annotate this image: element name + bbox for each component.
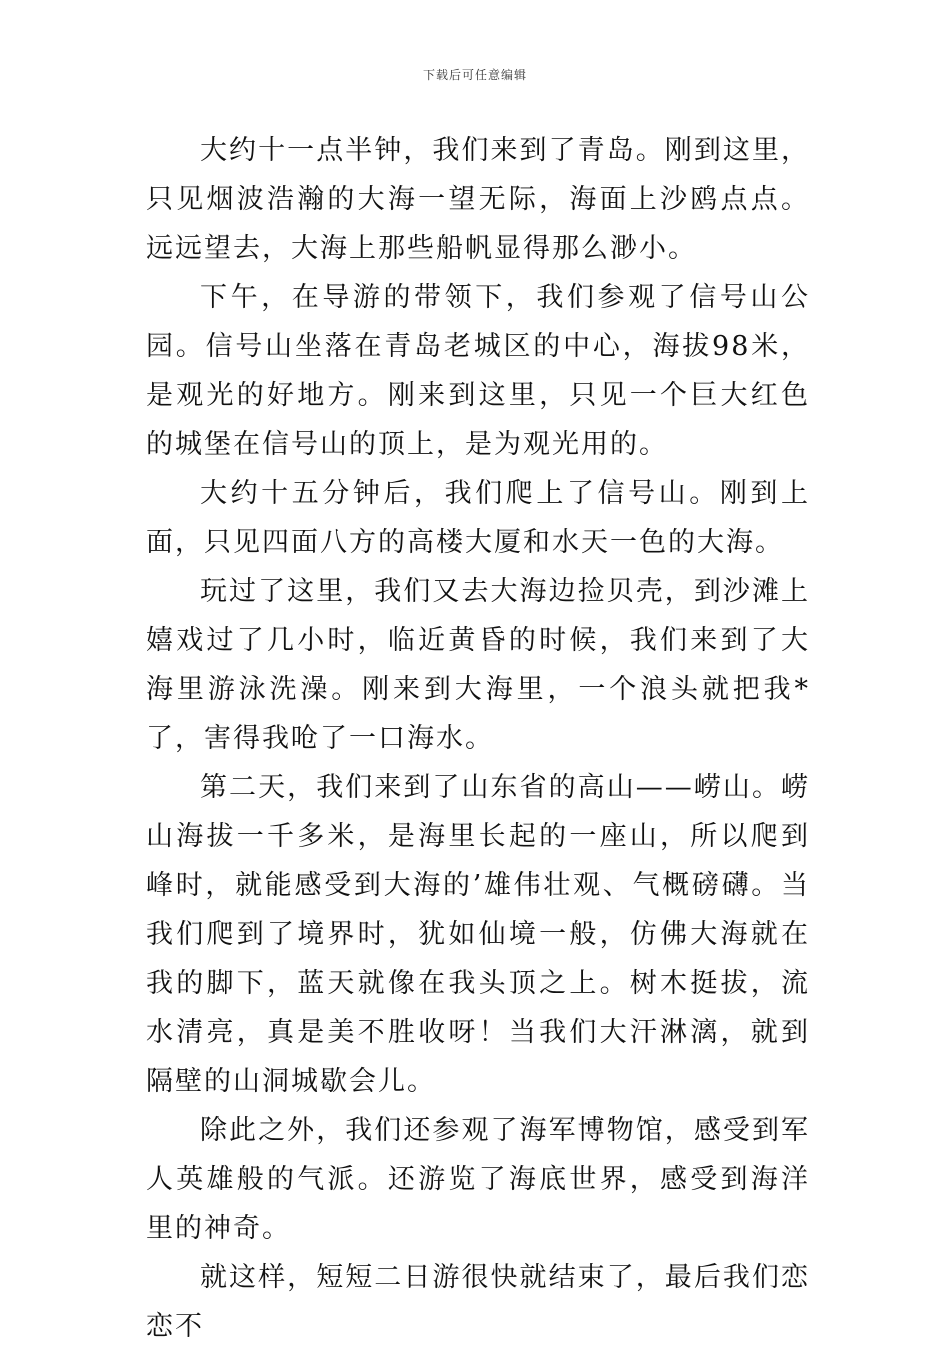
paragraph-1: 大约十一点半钟，我们来到了青岛。刚到这里，只见烟波浩瀚的大海一望无际，海面上沙鸥点点。远远望去，大海上那些船帆显得那么渺小。 [146,135,810,264]
paragraph-5: 第二天，我们来到了山东省的高山——崂山。崂山海拔一千多米，是海里长起的一座山，所以爬到峰时，就能感受到大海的’雄伟壮观、气概磅礴。当我们爬到了境界时，犹如仙境一般，仿佛大海就在我的脚下，蓝天就像在我头顶之上。树木挺拔，流水清亮，真是美不胜收呀！当我们大汗淋漓，就到隔壁的山洞城歇会儿。 [146,772,810,1097]
header-note: 下载后可任意编辑 [422,68,527,82]
paragraph-2: 下午，在导游的带领下，我们参观了信号山公园。信号山坐落在青岛老城区的中心，海拔98米，是观光的好地方。刚来到这里，只见一个巨大红色的城堡在信号山的顶上，是为观光用的。 [146,282,810,460]
paragraph-4: 玩过了这里，我们又去大海边捡贝壳，到沙滩上嬉戏过了几小时，临近黄昏的时候，我们来到了大海里游泳洗澡。刚来到大海里，一个浪头就把我*了，害得我呛了一口海水。 [146,576,810,754]
document-body [146,126,810,1351]
paragraph-6: 除此之外，我们还参观了海军博物馆，感受到军人英雄般的气派。还游览了海底世界，感受到海洋里的神奇。 [146,1115,810,1244]
paragraph-3: 大约十五分钟后，我们爬上了信号山。刚到上面，只见四面八方的高楼大厦和水天一色的大海。 [146,478,810,558]
paragraph-7: 就这样，短短二日游很快就结束了，最后我们恋恋不 [146,1262,810,1342]
